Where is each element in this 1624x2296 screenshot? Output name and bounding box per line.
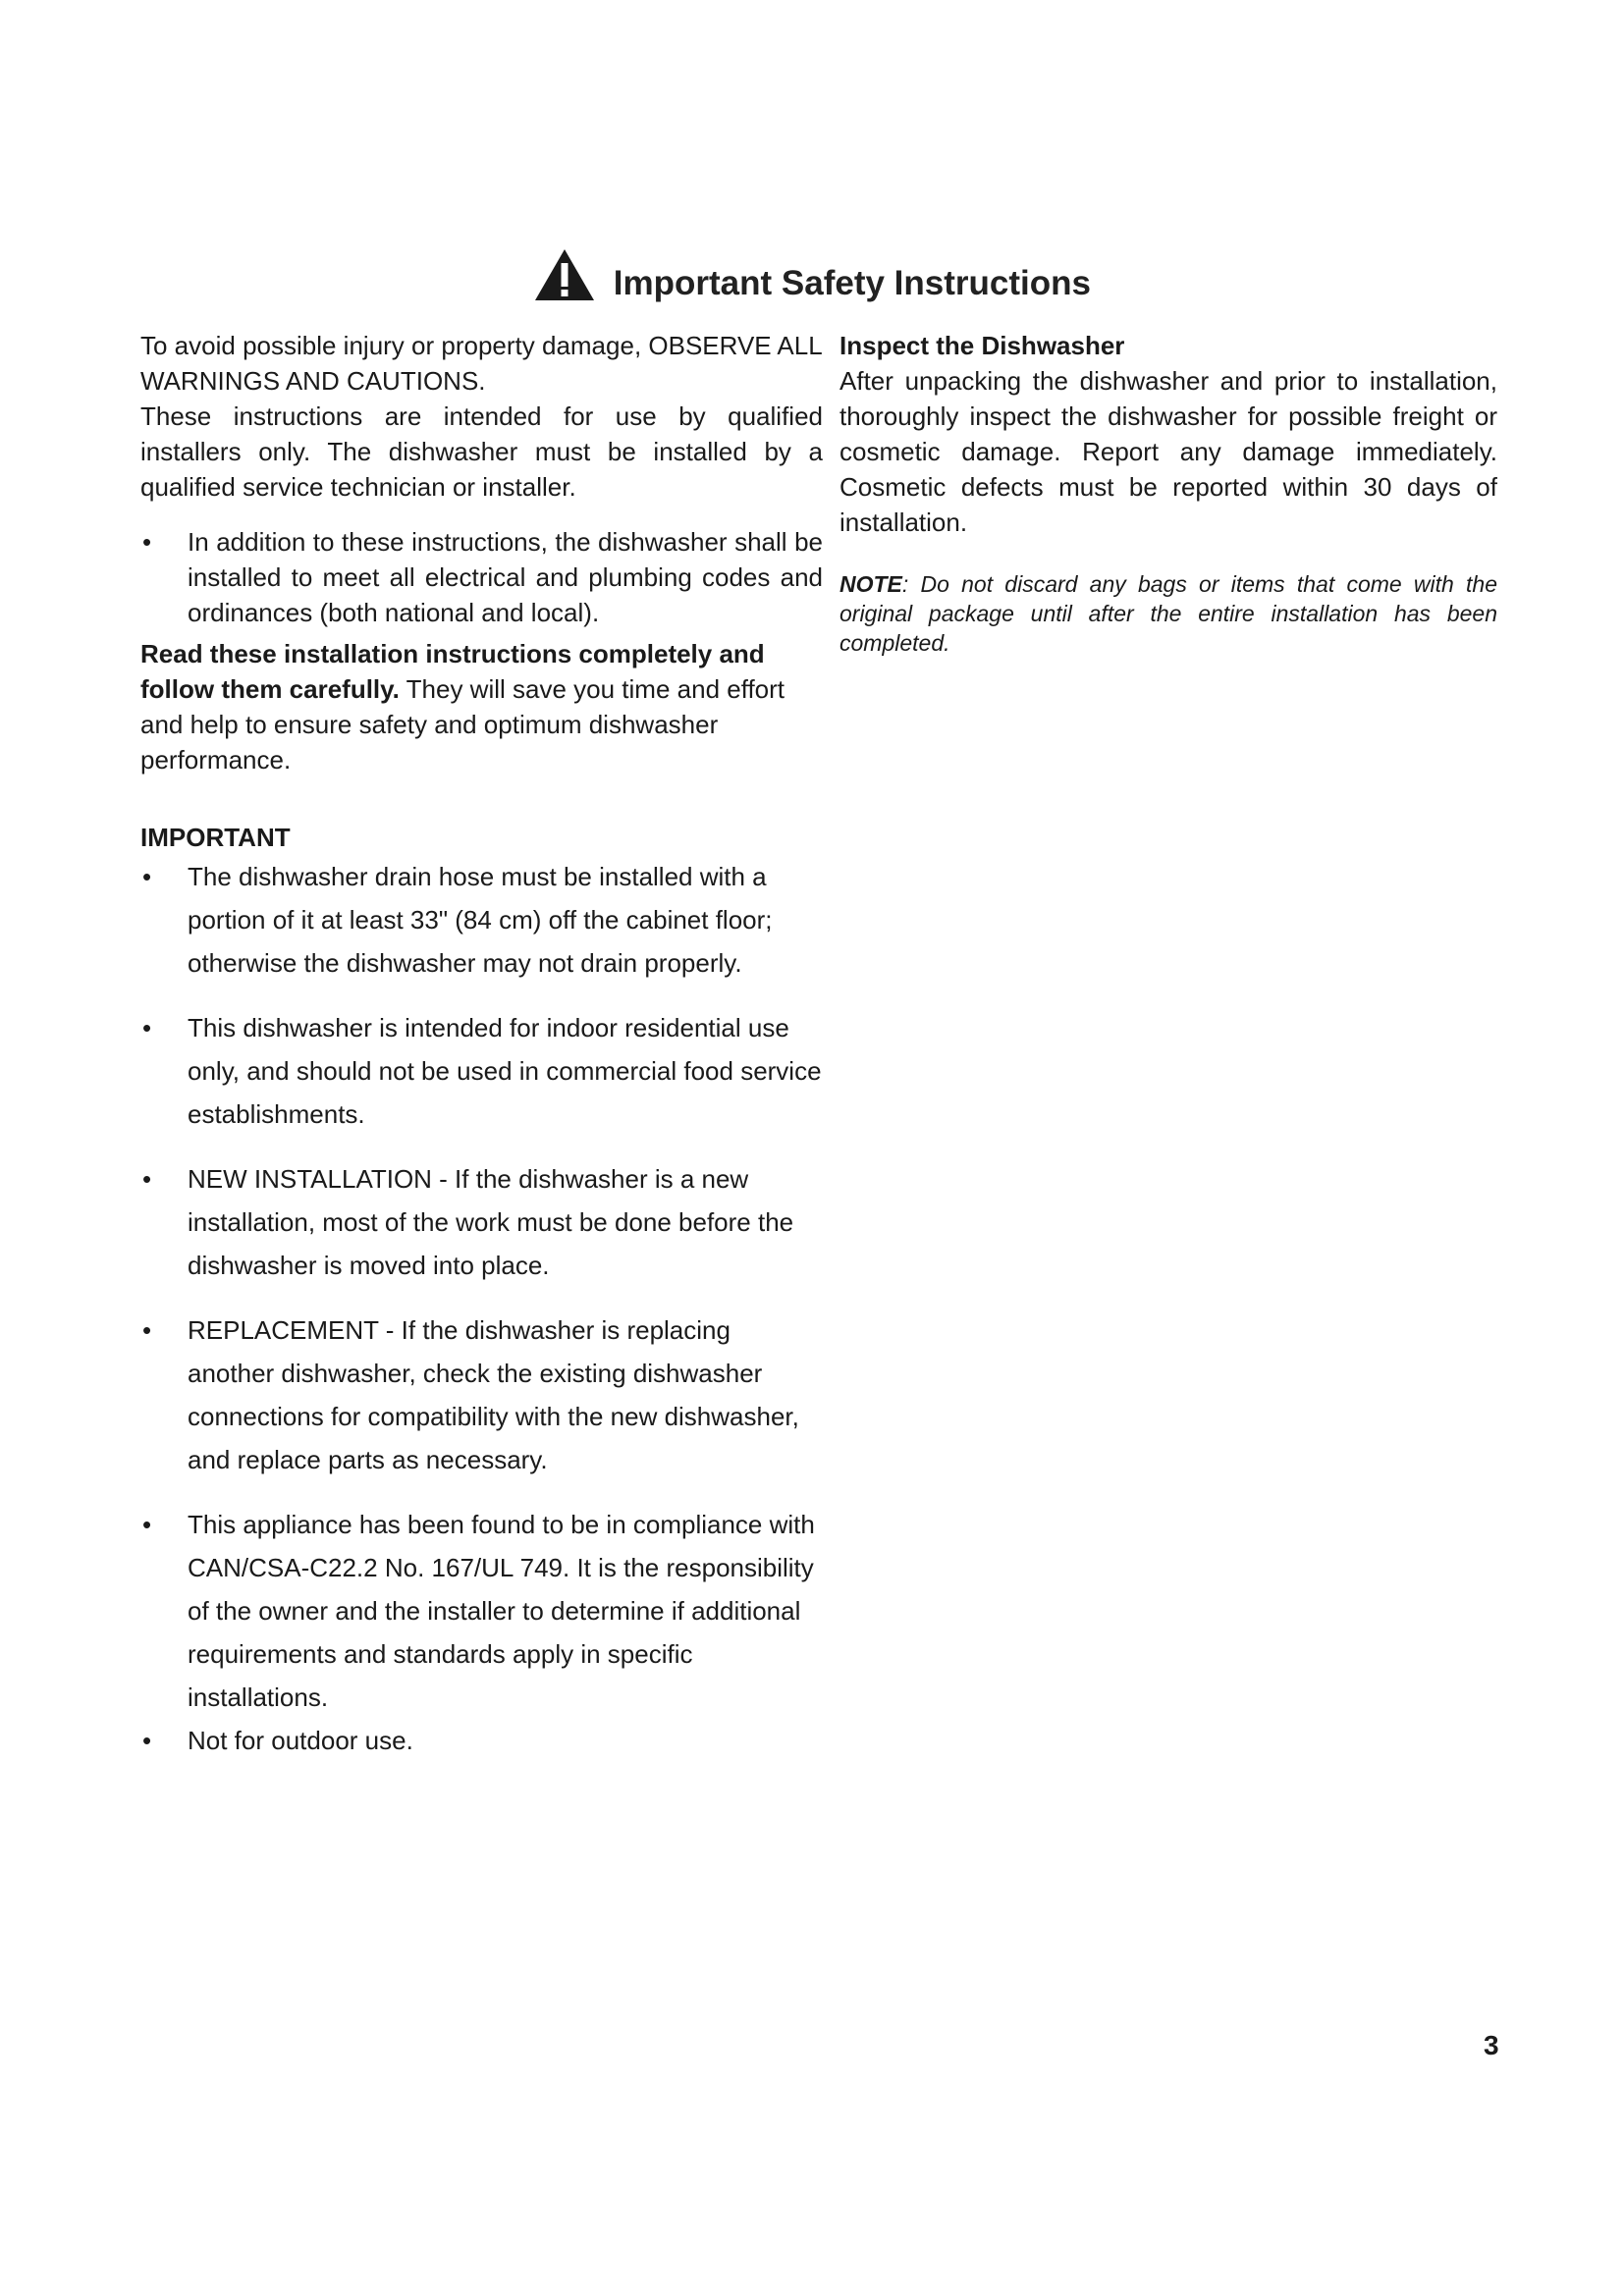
important-item-text: The dishwasher drain hose must be installed with a portion of it at least 33" (84 cm) off the cabinet floor; otherwise the dishwasher may not drain properly.	[188, 862, 773, 978]
note-paragraph	[839, 569, 1497, 658]
important-item-text: REPLACEMENT - If the dishwasher is replacing another dishwasher, check the existing dishwasher connections for compatibility with the new dishwasher, and replace parts as necessary.	[188, 1315, 799, 1474]
page-title: Important Safety Instructions	[613, 264, 1091, 302]
important-item-text: This appliance has been found to be in compliance with CAN/CSA-C22.2 No. 167/UL 749. It is the responsibility of the owner and the installer to determine if additional requirements and standards apply in specific installations.	[188, 1510, 815, 1712]
note-label: NOTE	[839, 571, 902, 597]
bullet-mark: •	[142, 1315, 152, 1345]
intro-bullet-text: In addition to these instructions, the dishwasher shall be installed to meet all electrical and plumbing codes and ordinances (both national and local).	[188, 527, 823, 627]
bullet-mark: •	[142, 862, 152, 891]
inspect-body: After unpacking the dishwasher and prior to installation, thoroughly inspect the dishwasher for possible freight or cosmetic damage. Report any damage immediately. Cosmetic defects must be reported within 30 days of installation.	[839, 366, 1497, 537]
important-item-text: This dishwasher is intended for indoor residential use only, and should not be used in commercial food service establishments.	[188, 1013, 822, 1129]
important-heading: IMPORTANT	[140, 823, 291, 852]
bullet-mark: •	[142, 1164, 152, 1194]
important-item	[140, 1006, 823, 1136]
bullet-mark: •	[142, 1510, 152, 1539]
intro-warning: To avoid possible injury or property damage, OBSERVE ALL WARNINGS AND CAUTIONS.	[140, 331, 822, 396]
right-column	[839, 328, 1497, 658]
bullet-mark: •	[142, 1013, 152, 1042]
intro-bullet	[140, 524, 823, 630]
page-number: 3	[1484, 2030, 1499, 2060]
important-list	[140, 855, 823, 1762]
intro-qualified: These instructions are intended for use by qualified installers only. The dishwasher must be installed by a qualified service technician or installer.	[140, 401, 823, 502]
page-title-row	[0, 247, 1624, 303]
important-item	[140, 1157, 823, 1287]
important-item	[140, 1719, 823, 1762]
important-item	[140, 1503, 823, 1719]
left-column	[140, 328, 823, 1762]
important-item	[140, 1308, 823, 1481]
read-instructions-rest: They will save you time and effort and help to ensure safety and optimum dishwasher performance.	[140, 674, 785, 774]
read-instructions	[140, 636, 823, 777]
warning-icon	[533, 247, 596, 302]
bullet-mark: •	[142, 527, 152, 557]
important-item-text: Not for outdoor use.	[188, 1726, 413, 1755]
important-item-text: NEW INSTALLATION - If the dishwasher is a new installation, most of the work must be done before the dishwasher is moved into place.	[188, 1164, 794, 1280]
important-item	[140, 855, 823, 985]
note-text: : Do not discard any bags or items that come with the original package until after the entire installation has been completed.	[839, 571, 1497, 656]
read-instructions-bold: Read these installation instructions completely and follow them carefully.	[140, 639, 765, 704]
inspect-heading: Inspect the Dishwasher	[839, 331, 1125, 360]
bullet-mark: •	[142, 1726, 152, 1755]
